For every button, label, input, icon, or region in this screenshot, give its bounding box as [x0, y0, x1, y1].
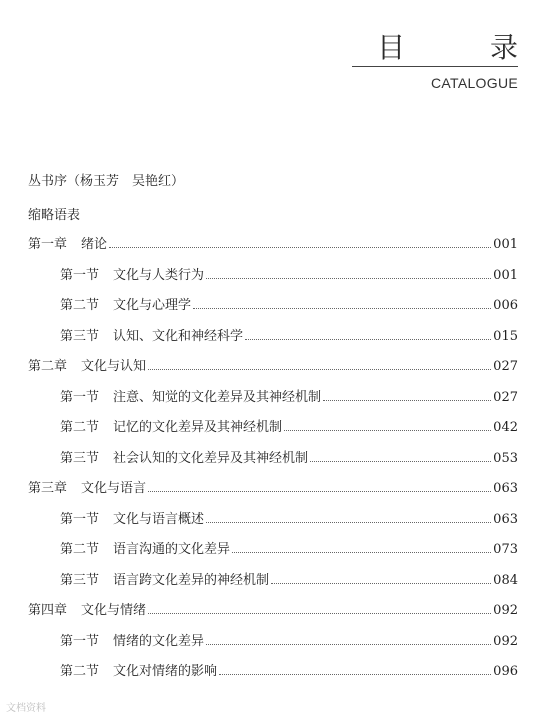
toc-section-row[interactable] — [60, 417, 518, 435]
toc-page-number: 027 — [493, 389, 518, 405]
toc-entry-title: 文化与心理学 — [113, 298, 192, 313]
toc-entry-title: 文化与情绪 — [81, 603, 147, 618]
toc-leader-dots — [219, 673, 491, 675]
toc-entry-number: 第二章 — [28, 359, 68, 374]
toc-page-number: 084 — [493, 572, 518, 588]
toc-entry-number: 第三节 — [60, 328, 100, 344]
toc-entry-title: 绪论 — [81, 237, 108, 252]
front-matter-preface[interactable]: 丛书序（杨玉芳 吴艳红） — [28, 174, 185, 189]
toc-leader-dots — [245, 338, 491, 340]
watermark: 文档资料 — [6, 703, 46, 714]
toc-page-number: 027 — [493, 359, 518, 374]
toc-entry-number: 第一节 — [60, 389, 100, 405]
toc-entry-title: 文化对情绪的影响 — [113, 664, 218, 679]
front-matter-abbreviations[interactable]: 缩略语表 — [28, 208, 81, 223]
toc-section-row[interactable] — [60, 539, 518, 557]
toc-page-number: 096 — [493, 664, 518, 679]
toc-section-row[interactable] — [60, 570, 518, 588]
toc-entry-number: 第一章 — [28, 237, 68, 252]
toc-chapter-row[interactable] — [28, 600, 518, 618]
toc-entry-number: 第二节 — [60, 298, 100, 313]
toc-entry-number: 第二节 — [60, 420, 100, 435]
toc-page-number: 063 — [493, 481, 518, 496]
page-subtitle: CATALOGUE — [431, 75, 518, 91]
toc-page-number: 063 — [493, 511, 518, 527]
toc-chapter-row[interactable] — [28, 234, 518, 252]
toc-entry-number: 第四章 — [28, 603, 68, 618]
toc-section-row[interactable] — [60, 387, 518, 405]
toc-entry-title: 记忆的文化差异及其神经机制 — [113, 420, 283, 435]
toc-leader-dots — [206, 643, 491, 645]
toc-leader-dots — [148, 612, 491, 614]
toc-page-number: 053 — [493, 450, 518, 466]
toc-leader-dots — [232, 551, 491, 553]
toc-page-number: 015 — [493, 328, 518, 344]
toc-entry-title: 文化与人类行为 — [113, 267, 205, 283]
page-title: 目 录 — [377, 31, 556, 64]
toc-entry-title: 情绪的文化差异 — [113, 633, 205, 649]
toc-entry-title: 文化与语言概述 — [113, 511, 205, 527]
toc-entry-title: 文化与语言 — [81, 481, 147, 496]
toc-entry-title: 语言跨文化差异的神经机制 — [113, 572, 270, 588]
toc-leader-dots — [271, 582, 491, 584]
toc-section-row[interactable] — [60, 326, 518, 344]
toc-leader-dots — [206, 277, 491, 279]
toc-entry-number: 第一节 — [60, 511, 100, 527]
toc-entry-number: 第三章 — [28, 481, 68, 496]
toc-page-number: 006 — [493, 298, 518, 313]
toc-leader-dots — [284, 429, 491, 431]
title-underline — [352, 66, 518, 67]
toc-leader-dots — [109, 246, 491, 248]
toc-entry-title: 注意、知觉的文化差异及其神经机制 — [113, 389, 322, 405]
toc-leader-dots — [323, 399, 491, 401]
toc-page-number: 073 — [493, 542, 518, 557]
toc-entry-number: 第二节 — [60, 664, 100, 679]
toc-leader-dots — [148, 490, 491, 492]
toc-entry-number: 第二节 — [60, 542, 100, 557]
toc-entry-title: 认知、文化和神经科学 — [113, 328, 244, 344]
toc-leader-dots — [206, 521, 491, 523]
toc-leader-dots — [193, 307, 491, 309]
toc-entry-title: 社会认知的文化差异及其神经机制 — [113, 450, 309, 466]
toc-leader-dots — [148, 368, 491, 370]
toc-leader-dots — [310, 460, 491, 462]
toc-section-row[interactable] — [60, 509, 518, 527]
toc-page-number: 092 — [493, 603, 518, 618]
toc-page-number: 042 — [493, 420, 518, 435]
toc-entry-title: 文化与认知 — [81, 359, 147, 374]
toc-section-row[interactable] — [60, 631, 518, 649]
toc-chapter-row[interactable] — [28, 356, 518, 374]
toc-entry-title: 语言沟通的文化差异 — [113, 542, 231, 557]
toc-section-row[interactable] — [60, 265, 518, 283]
toc-page-number: 001 — [493, 237, 518, 252]
toc-chapter-row[interactable] — [28, 478, 518, 496]
toc-entry-number: 第三节 — [60, 450, 100, 466]
toc-entry-number: 第一节 — [60, 267, 100, 283]
toc-section-row[interactable] — [60, 295, 518, 313]
toc-section-row[interactable] — [60, 661, 518, 679]
toc-section-row[interactable] — [60, 448, 518, 466]
toc-entry-number: 第一节 — [60, 633, 100, 649]
toc-entry-number: 第三节 — [60, 572, 100, 588]
toc-page-number: 001 — [493, 267, 518, 283]
toc-page-number: 092 — [493, 633, 518, 649]
